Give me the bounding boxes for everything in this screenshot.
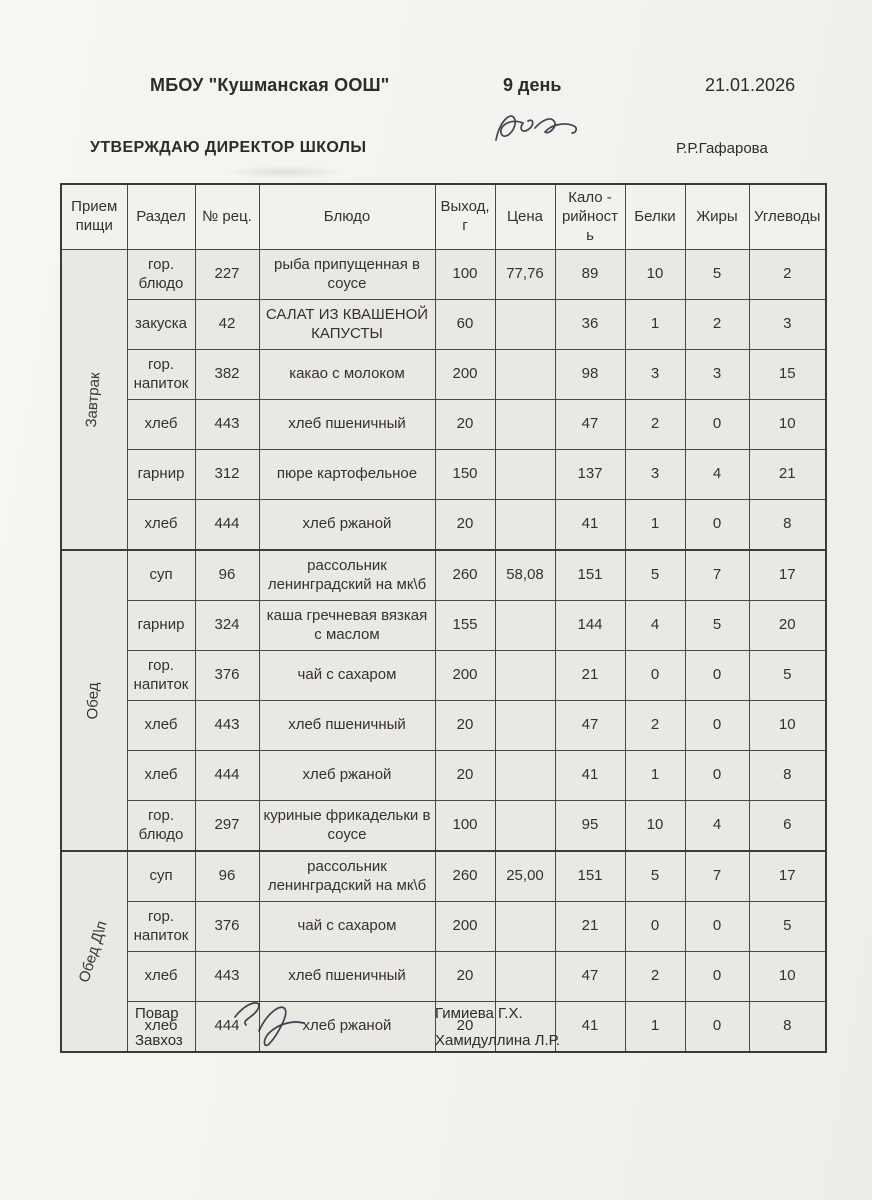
- cook-label: Повар: [135, 1005, 179, 1022]
- output-g-cell: 100: [435, 801, 495, 852]
- recipe-no-cell: 324: [195, 601, 259, 651]
- protein-cell: 4: [625, 601, 685, 651]
- fat-cell: 7: [685, 851, 749, 902]
- carbs-cell: 10: [749, 400, 826, 450]
- carbs-cell: 8: [749, 751, 826, 801]
- dish-cell: хлеб ржаной: [259, 751, 435, 801]
- calories-cell: 36: [555, 300, 625, 350]
- section-cell: закуска: [127, 300, 195, 350]
- menu-table-body: [61, 250, 826, 1053]
- protein-cell: 10: [625, 801, 685, 852]
- fat-cell: 7: [685, 550, 749, 601]
- output-g-cell: 260: [435, 550, 495, 601]
- day-number: 9 день: [503, 75, 562, 95]
- protein-cell: 2: [625, 400, 685, 450]
- column-header: Раздел: [127, 184, 195, 250]
- fat-cell: 0: [685, 701, 749, 751]
- director-signature: [488, 106, 584, 159]
- dish-cell: рассольник ленинградский на мк\б: [259, 851, 435, 902]
- calories-cell: 144: [555, 601, 625, 651]
- section-cell: гор. напиток: [127, 651, 195, 701]
- meal-name-vertical-label: Завтрак: [82, 371, 104, 428]
- recipe-no-cell: 227: [195, 250, 259, 300]
- recipe-no-cell: 443: [195, 701, 259, 751]
- section-cell: гор. напиток: [127, 902, 195, 952]
- section-cell: суп: [127, 851, 195, 902]
- protein-cell: 0: [625, 651, 685, 701]
- recipe-no-cell: 443: [195, 400, 259, 450]
- price-cell: 25,00: [495, 851, 555, 902]
- output-g-cell: 20: [435, 952, 495, 1002]
- protein-cell: 3: [625, 450, 685, 500]
- steward-label: Завхоз: [135, 1032, 183, 1049]
- menu-row: [61, 500, 826, 551]
- director-name: Р.Р.Гафарова: [676, 140, 768, 157]
- fat-cell: 4: [685, 450, 749, 500]
- fat-cell: 0: [685, 952, 749, 1002]
- calories-cell: 95: [555, 801, 625, 852]
- calories-cell: 41: [555, 751, 625, 801]
- price-cell: 58,08: [495, 550, 555, 601]
- recipe-no-cell: 382: [195, 350, 259, 400]
- section-cell: хлеб: [127, 701, 195, 751]
- carbs-cell: 20: [749, 601, 826, 651]
- output-g-cell: 155: [435, 601, 495, 651]
- dish-cell: САЛАТ ИЗ КВАШЕНОЙ КАПУСТЫ: [259, 300, 435, 350]
- protein-cell: 5: [625, 550, 685, 601]
- output-g-cell: 60: [435, 300, 495, 350]
- dish-cell: рыба припущенная в соусе: [259, 250, 435, 300]
- recipe-no-cell: 376: [195, 651, 259, 701]
- section-cell: гор. напиток: [127, 350, 195, 400]
- menu-table: [60, 183, 827, 1053]
- carbs-cell: 5: [749, 902, 826, 952]
- dish-cell: куриные фрикадельки в соусе: [259, 801, 435, 852]
- price-cell: [495, 902, 555, 952]
- price-cell: [495, 601, 555, 651]
- price-cell: [495, 500, 555, 551]
- steward-name: Хамидуллина Л.Р.: [435, 1032, 560, 1049]
- section-cell: гор. блюдо: [127, 250, 195, 300]
- price-cell: [495, 450, 555, 500]
- output-g-cell: 260: [435, 851, 495, 902]
- menu-row: [61, 450, 826, 500]
- output-g-cell: 20: [435, 751, 495, 801]
- calories-cell: 47: [555, 952, 625, 1002]
- recipe-no-cell: 42: [195, 300, 259, 350]
- dish-cell: хлеб пшеничный: [259, 400, 435, 450]
- carbs-cell: 5: [749, 651, 826, 701]
- column-header: Углеводы: [749, 184, 826, 250]
- approval-title: УТВЕРЖДАЮ ДИРЕКТОР ШКОЛЫ: [90, 139, 367, 156]
- recipe-no-cell: 444: [195, 751, 259, 801]
- menu-row: [61, 801, 826, 852]
- carbs-cell: 17: [749, 851, 826, 902]
- carbs-cell: 8: [749, 500, 826, 551]
- calories-cell: 21: [555, 902, 625, 952]
- carbs-cell: 10: [749, 701, 826, 751]
- cook-name: Гимиева Г.Х.: [435, 1005, 523, 1022]
- price-cell: [495, 751, 555, 801]
- menu-row: [61, 250, 826, 300]
- output-g-cell: 200: [435, 651, 495, 701]
- price-cell: [495, 701, 555, 751]
- menu-row: [61, 751, 826, 801]
- recipe-no-cell: 312: [195, 450, 259, 500]
- cook-signature: [225, 995, 325, 1056]
- fat-cell: 4: [685, 801, 749, 852]
- protein-cell: 10: [625, 250, 685, 300]
- section-cell: хлеб: [127, 400, 195, 450]
- column-header: Кало - рийность: [555, 184, 625, 250]
- meal-name-cell: [61, 851, 127, 1052]
- school-name: МБОУ "Кушманская ООШ": [150, 75, 390, 95]
- column-header: Цена: [495, 184, 555, 250]
- output-g-cell: 20: [435, 400, 495, 450]
- column-header: Выход, г: [435, 184, 495, 250]
- carbs-cell: 17: [749, 550, 826, 601]
- protein-cell: 0: [625, 902, 685, 952]
- menu-row: [61, 300, 826, 350]
- fat-cell: 5: [685, 250, 749, 300]
- fat-cell: 2: [685, 300, 749, 350]
- recipe-no-cell: 444: [195, 500, 259, 551]
- calories-cell: 21: [555, 651, 625, 701]
- calories-cell: 41: [555, 500, 625, 551]
- price-cell: [495, 801, 555, 852]
- fat-cell: 0: [685, 902, 749, 952]
- fat-cell: 3: [685, 350, 749, 400]
- output-g-cell: 100: [435, 250, 495, 300]
- menu-row: [61, 902, 826, 952]
- calories-cell: 151: [555, 550, 625, 601]
- calories-cell: 47: [555, 701, 625, 751]
- column-header: Блюдо: [259, 184, 435, 250]
- recipe-no-cell: 96: [195, 851, 259, 902]
- price-cell: [495, 651, 555, 701]
- recipe-no-cell: 376: [195, 902, 259, 952]
- carbs-cell: 8: [749, 1002, 826, 1053]
- section-cell: хлеб: [127, 1002, 195, 1053]
- column-header: Белки: [625, 184, 685, 250]
- carbs-cell: 3: [749, 300, 826, 350]
- output-g-cell: 20: [435, 701, 495, 751]
- calories-cell: 41: [555, 1002, 625, 1053]
- meal-name-vertical-label: Обед: [84, 682, 103, 720]
- section-cell: гор. блюдо: [127, 801, 195, 852]
- menu-row: [61, 550, 826, 601]
- dish-cell: рассольник ленинградский на мк\б: [259, 550, 435, 601]
- fat-cell: 0: [685, 1002, 749, 1053]
- fat-cell: 0: [685, 500, 749, 551]
- section-cell: суп: [127, 550, 195, 601]
- dish-cell: хлеб пшеничный: [259, 952, 435, 1002]
- menu-row: [61, 851, 826, 902]
- recipe-no-cell: 444: [195, 1002, 259, 1053]
- menu-row: [61, 651, 826, 701]
- output-g-cell: 200: [435, 902, 495, 952]
- dish-cell: хлеб пшеничный: [259, 701, 435, 751]
- faint-stamp-mark: [225, 166, 345, 178]
- fat-cell: 0: [685, 751, 749, 801]
- meal-name-cell: [61, 250, 127, 551]
- column-header: Прием пищи: [61, 184, 127, 250]
- meal-name-cell: [61, 550, 127, 851]
- dish-cell: хлеб ржаной: [259, 1002, 435, 1053]
- protein-cell: 1: [625, 500, 685, 551]
- dish-cell: чай с сахаром: [259, 651, 435, 701]
- menu-row: [61, 350, 826, 400]
- protein-cell: 2: [625, 701, 685, 751]
- output-g-cell: 20: [435, 1002, 495, 1053]
- price-cell: [495, 350, 555, 400]
- column-header: № рец.: [195, 184, 259, 250]
- carbs-cell: 15: [749, 350, 826, 400]
- carbs-cell: 10: [749, 952, 826, 1002]
- fat-cell: 0: [685, 400, 749, 450]
- section-cell: гарнир: [127, 450, 195, 500]
- calories-cell: 98: [555, 350, 625, 400]
- calories-cell: 137: [555, 450, 625, 500]
- menu-row: [61, 400, 826, 450]
- price-cell: [495, 300, 555, 350]
- menu-table-header-row: [61, 184, 826, 250]
- protein-cell: 2: [625, 952, 685, 1002]
- protein-cell: 3: [625, 350, 685, 400]
- meal-name-vertical-label: Обед Д\п: [76, 918, 111, 985]
- recipe-no-cell: 96: [195, 550, 259, 601]
- menu-row: [61, 601, 826, 651]
- dish-cell: хлеб ржаной: [259, 500, 435, 551]
- price-cell: [495, 952, 555, 1002]
- protein-cell: 1: [625, 300, 685, 350]
- section-cell: гарнир: [127, 601, 195, 651]
- carbs-cell: 2: [749, 250, 826, 300]
- fat-cell: 5: [685, 601, 749, 651]
- dish-cell: какао с молоком: [259, 350, 435, 400]
- menu-row: [61, 701, 826, 751]
- recipe-no-cell: 443: [195, 952, 259, 1002]
- menu-row: [61, 952, 826, 1002]
- calories-cell: 151: [555, 851, 625, 902]
- output-g-cell: 20: [435, 500, 495, 551]
- menu-date: 21.01.2026: [705, 75, 796, 95]
- protein-cell: 1: [625, 1002, 685, 1053]
- fat-cell: 0: [685, 651, 749, 701]
- protein-cell: 5: [625, 851, 685, 902]
- calories-cell: 47: [555, 400, 625, 450]
- output-g-cell: 150: [435, 450, 495, 500]
- price-cell: [495, 400, 555, 450]
- price-cell: 77,76: [495, 250, 555, 300]
- recipe-no-cell: 297: [195, 801, 259, 852]
- dish-cell: каша гречневая вязкая с маслом: [259, 601, 435, 651]
- section-cell: хлеб: [127, 952, 195, 1002]
- protein-cell: 1: [625, 751, 685, 801]
- output-g-cell: 200: [435, 350, 495, 400]
- column-header: Жиры: [685, 184, 749, 250]
- carbs-cell: 21: [749, 450, 826, 500]
- carbs-cell: 6: [749, 801, 826, 852]
- dish-cell: пюре картофельное: [259, 450, 435, 500]
- section-cell: хлеб: [127, 751, 195, 801]
- section-cell: хлеб: [127, 500, 195, 551]
- dish-cell: чай с сахаром: [259, 902, 435, 952]
- calories-cell: 89: [555, 250, 625, 300]
